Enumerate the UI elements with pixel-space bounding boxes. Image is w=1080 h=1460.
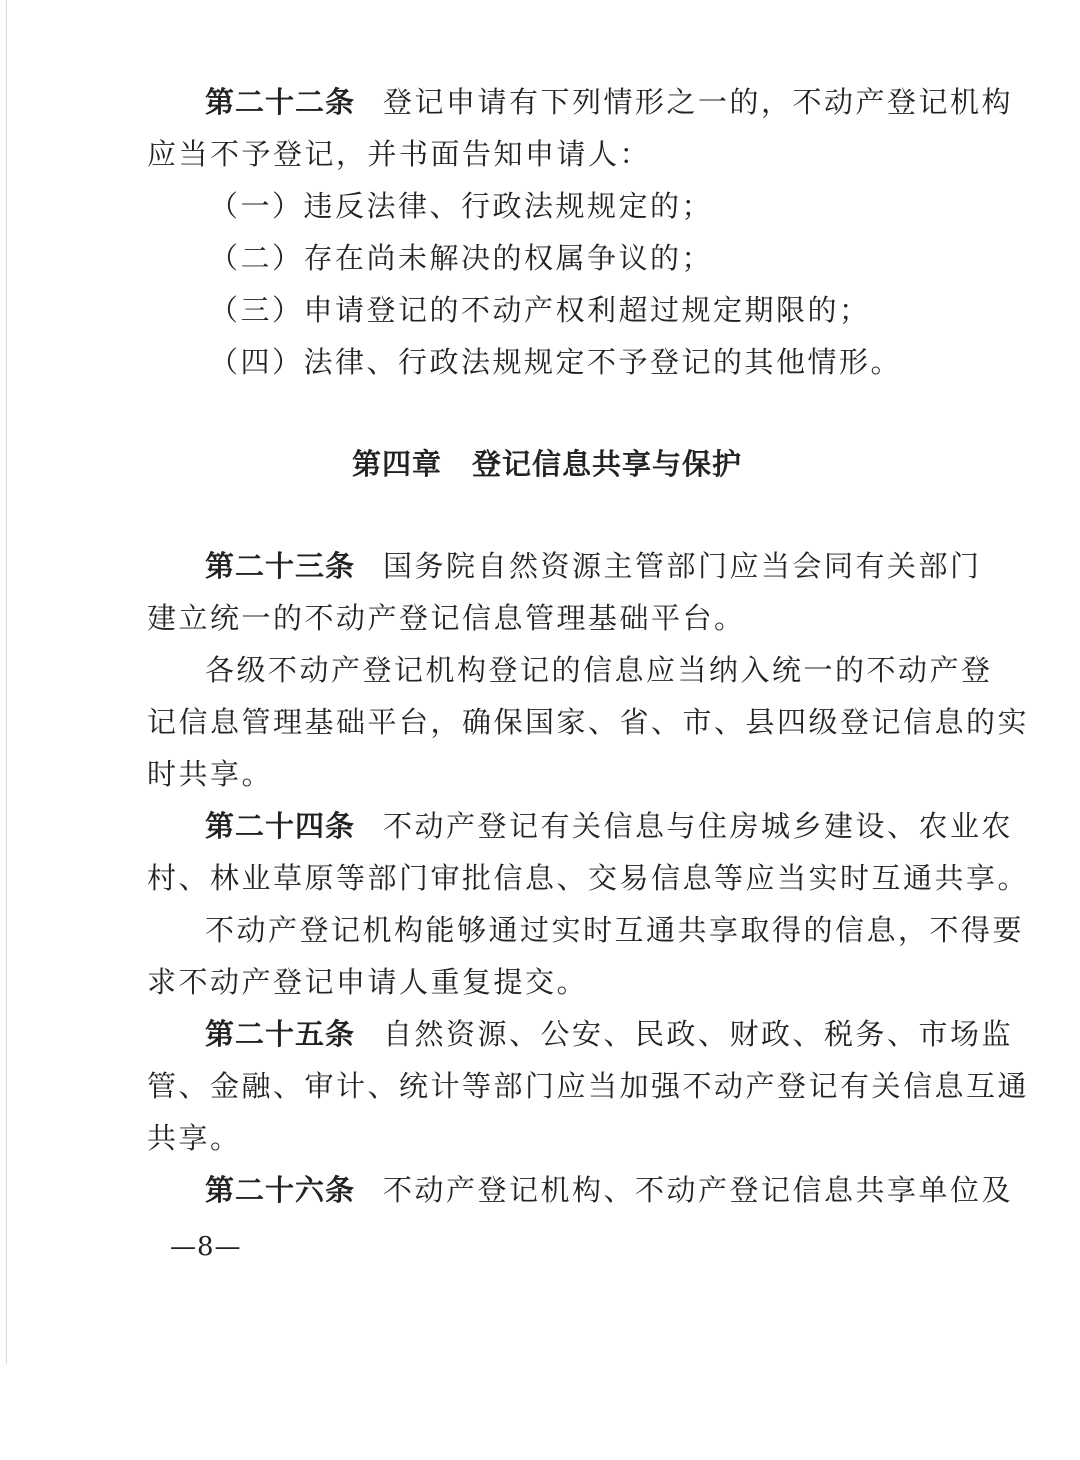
article-25-line-3: 共享。	[147, 1121, 242, 1155]
article-22-heading: 第二十二条	[205, 85, 356, 119]
article-22-line-1	[147, 76, 1014, 128]
article-23-heading: 第二十三条	[205, 549, 356, 583]
article-23-line-2: 建立统一的不动产登记信息管理基础平台。	[147, 601, 746, 635]
article-25-line-1	[147, 1008, 1014, 1060]
article-24-line-1	[147, 800, 1014, 852]
article-22-item-3: （三）申请登记的不动产权利超过规定期限的；	[209, 293, 871, 327]
article-24-line-2: 村、林业草原等部门审批信息、交易信息等应当实时互通共享。	[147, 861, 1030, 895]
page-number: —8—	[170, 1232, 242, 1262]
article-23-para-2-line-1: 各级不动产登记机构登记的信息应当纳入统一的不动产登	[205, 653, 993, 687]
article-26-line-1	[147, 1164, 1014, 1216]
chapter-4-name: 登记信息共享与保护	[472, 447, 743, 481]
article-25-line-2: 管、金融、审计、统计等部门应当加强不动产登记有关信息互通	[147, 1069, 1030, 1103]
article-23-para-2-line-2: 记信息管理基础平台，确保国家、省、市、县四级登记信息的实	[147, 705, 1030, 739]
article-23-para-2-line-3: 时共享。	[147, 757, 274, 791]
article-25-heading: 第二十五条	[205, 1017, 356, 1051]
article-22-line-2: 应当不予登记，并书面告知申请人：	[147, 137, 652, 171]
article-25-text-1: 自然资源、公安、民政、财政、税务、市场监	[383, 1017, 1014, 1051]
article-23-line-1	[147, 540, 982, 592]
article-22-text-1: 登记申请有下列情形之一的，不动产登记机构	[383, 85, 1014, 119]
article-22-item-1: （一）违反法律、行政法规规定的；	[209, 189, 714, 223]
article-24-text-1: 不动产登记有关信息与住房城乡建设、农业农	[383, 809, 1014, 843]
article-24-para-2-line-2: 求不动产登记申请人重复提交。	[147, 965, 589, 999]
document-page	[6, 0, 1080, 1364]
article-26-text-1: 不动产登记机构、不动产登记信息共享单位及	[383, 1173, 1014, 1207]
chapter-4-number: 第四章	[351, 447, 442, 481]
article-26-heading: 第二十六条	[205, 1173, 356, 1207]
page-content	[147, 76, 1030, 1216]
article-24-para-2-line-1: 不动产登记机构能够通过实时互通共享取得的信息，不得要	[205, 913, 1025, 947]
article-22-item-4: （四）法律、行政法规规定不予登记的其他情形。	[209, 345, 903, 379]
article-23-text-1: 国务院自然资源主管部门应当会同有关部门	[383, 549, 982, 583]
blank-bottom-area	[0, 1364, 1080, 1460]
article-24-heading: 第二十四条	[205, 809, 356, 843]
article-22-item-2: （二）存在尚未解决的权属争议的；	[209, 241, 714, 275]
chapter-4-title	[147, 438, 947, 490]
